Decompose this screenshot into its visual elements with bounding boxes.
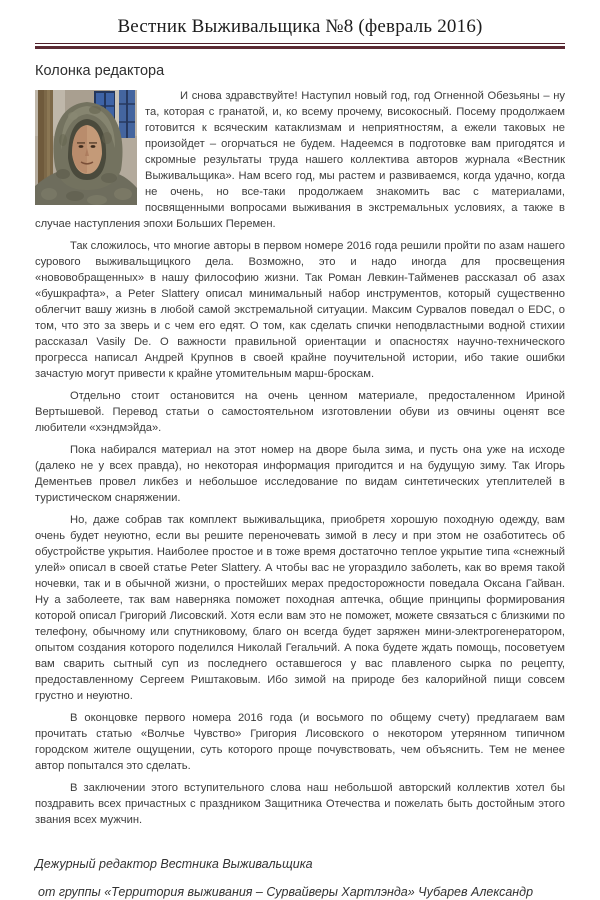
editor-paragraph-1: И снова здравствуйте! Наступил новый год, год Огненной Обезьяны – ну та, которая с гранатой, и, ко всему прочему, високосный. Посему продолжаем готовится к всяческим катаклизмам и неприятностям, а ежели таковых не произойдет – огорчаться не будем. Надеемся в подготовке вам пригодятся и скромные результаты труда нашего коллектива авторов журнала «Вестник Выживальщика». Нам всего год, мы растем и развиваемся, когда удачно, когда не очень, но все-таки продолжаем знакомить вас с материалами, посвященными вопросами выживания в экстремальных условиях, а также в случае наступления эпохи Больших Перемен. bbox=[35, 90, 565, 230]
header-divider bbox=[35, 43, 565, 49]
editor-photo bbox=[35, 90, 137, 205]
signature-author: от группы «Территория выживания – Сурвайверы Хартлэнда» Чубарев Александр bbox=[38, 885, 534, 899]
page-header bbox=[0, 0, 600, 49]
editor-paragraph-2: Так сложилось, что многие авторы в первом номере 2016 года решили пройти по азам нашего сурового выживальщицкого дела. Возможно, это и надо иногда для просвещения «нововобращенных» в нашу философию жизни. Так Роман Левкин-Тайменев рассказал об азах «бушкрафта», а Peter Slattery описал минимальный набор инструментов, который существенно облегчит вашу жизнь в любой самой экстремальной ситуации. Максим Сурвалов поведал о EDC, о том, что это за зверь и с чем его едят. О том, как сделать спички неподвластными водной стихии рассказал Vasily De. О важности правильной ориентации и опасностях научно-технического прогресса написал Андрей Крупнов в своей крайне поучительной истории, ибо такие ошибки зачастую могут привести к крайне утомительным марш-броскам. bbox=[35, 240, 565, 380]
editor-paragraph-7: В заключении этого вступительного слова наш небольшой авторский коллектив хотел бы поздравить всех причастных с праздником Защитника Отечества и пожелать быть достойным этого звания всех мужчин. bbox=[35, 782, 565, 826]
editor-column bbox=[35, 88, 565, 828]
editor-paragraph-3: Отдельно стоит остановится на очень ценном материале, предосталенном Ириной Вертышевой. Перевод статьи о самостоятельном изготовлении обуви из овчины оценят все любители «хэндмэйда». bbox=[35, 390, 565, 434]
hooded-man-illustration bbox=[35, 90, 137, 205]
section-title: Колонка редактора bbox=[35, 63, 165, 79]
editor-paragraph-5: Но, даже собрав так комплект выживальщика, приобретя хорошую походную одежду, вам очень будет неуютно, если вы решите переночевать зимой в лесу и при этом не озаботитесь об обустройстве укрытия. Наиболее простое и в тоже время достаточно теплое укрытие типа «снежный улей» описал в своей статье Peter Slattery. А чтобы вас не угораздило заболеть, как во время такой ночевки, так и в обычной жизни, о простейших мерах предосторожности поведала Оксана Гайван. Ну а заболеете, так вам наверняка поможет походная аптечка, общие принципы формирования которой описал Григорий Лисовский. Хотя если вам это не поможет, можете связаться с близкими по телефону, обычному или спутниковому, благо он всегда будет заряжен мини-электрогенератором, опытом создания которого поделился Николай Гегальчий. А пока будете ждать помощь, посоветуем вам сварить сытный суп из последнего оставшегося у вас плавленого сырка по рецепту, предоставленному Сергеем Риштаковым. Ибо зимой на природе без калорийной пищи совсем грустно и неуютно. bbox=[35, 514, 565, 702]
editor-paragraph-4: Пока набирался материал на этот номер на дворе была зима, и пусть она уже на исходе (далеко не у всех правда), но некоторая информация пригодится и на будущую зиму. Так Игорь Дементьев провел ликбез и небольшое исследование по видам синтетических утеплителей в туристическом снаряжении. bbox=[35, 444, 565, 504]
signature-role: Дежурный редактор Вестника Выживальщика bbox=[35, 857, 313, 871]
editor-paragraph-6: В оконцовке первого номера 2016 года (и восьмого по общему счету) предлагаем вам прочитать статью «Волчье Чувство» Григория Лисовского о некотором утерянном типичном городском жителе ощущении, суть которого проще почувствовать, чем объяснить. Тем не менее автор попытался это сделать. bbox=[35, 712, 565, 772]
page-title: Вестник Выживальщика №8 (февраль 2016) bbox=[117, 16, 483, 37]
editor-signature bbox=[35, 856, 565, 900]
